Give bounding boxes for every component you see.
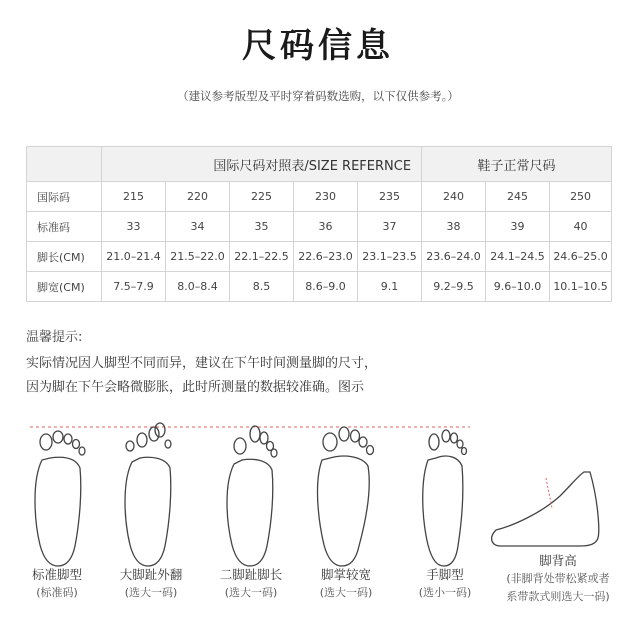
row-label: 标准码 xyxy=(27,212,102,242)
foot-caption-high-instep xyxy=(493,552,623,606)
foot-note-2: 系带款式则选大一码) xyxy=(506,590,610,603)
table-cell: 235 xyxy=(358,182,422,212)
table-cell: 23.1–23.5 xyxy=(358,242,422,272)
table-cell: 24.1–24.5 xyxy=(486,242,550,272)
table-cell: 245 xyxy=(486,182,550,212)
table-cell: 250 xyxy=(550,182,612,212)
table-row xyxy=(27,182,612,212)
table-header-side: 鞋子正常尺码 xyxy=(422,147,612,182)
table-header-main: 国际尺码对照表/SIZE REFERNCE xyxy=(102,147,422,182)
table-cell: 40 xyxy=(550,212,612,242)
table-cell: 7.5–7.9 xyxy=(102,272,166,302)
foot-note: (标准码) xyxy=(36,586,78,599)
foot-name: 手脚型 xyxy=(426,567,464,582)
row-label: 脚长(CM) xyxy=(27,242,102,272)
foot-bunion-icon xyxy=(125,423,171,566)
table-cell: 37 xyxy=(358,212,422,242)
foot-caption-narrow xyxy=(390,566,500,602)
tips-line-1: 实际情况因人脚型不同而异，建议在下午时间测量脚的尺寸， xyxy=(26,356,378,371)
table-cell: 22.6–23.0 xyxy=(294,242,358,272)
table-header-row xyxy=(27,147,612,182)
table-cell: 33 xyxy=(102,212,166,242)
page-subtitle: （建议参考版型及平时穿着码数选购，以下仅供参考。） xyxy=(177,89,459,103)
table-row xyxy=(27,212,612,242)
foot-note: (非脚背处带松紧或者 xyxy=(506,572,610,585)
table-cell: 8.0–8.4 xyxy=(166,272,230,302)
table-cell: 215 xyxy=(102,182,166,212)
foot-name: 脚掌较宽 xyxy=(320,567,371,582)
table-cell: 225 xyxy=(230,182,294,212)
table-cell: 39 xyxy=(486,212,550,242)
table-cell: 21.5–22.0 xyxy=(166,242,230,272)
table-row xyxy=(27,272,612,302)
table-cell: 23.6–24.0 xyxy=(422,242,486,272)
table-cell: 24.6–25.0 xyxy=(550,242,612,272)
table-cell: 21.0–21.4 xyxy=(102,242,166,272)
foot-name: 标准脚型 xyxy=(31,567,82,582)
page-title: 尺码信息 xyxy=(242,26,394,66)
table-cell: 36 xyxy=(294,212,358,242)
foot-caption-bunion xyxy=(96,566,206,602)
tips-line-2: 因为脚在下午会略微膨胀，此时所测量的数据较准确。图示 xyxy=(26,380,365,395)
table-cell: 9.1 xyxy=(358,272,422,302)
foot-note: (选小一码) xyxy=(418,586,472,599)
table-cell: 230 xyxy=(294,182,358,212)
foot-second-toe-icon xyxy=(227,426,277,566)
foot-high-instep-icon xyxy=(492,472,599,546)
foot-wide-icon xyxy=(318,427,374,566)
table-cell: 8.5 xyxy=(230,272,294,302)
table-row xyxy=(27,242,612,272)
foot-note: (选大一码) xyxy=(319,586,373,599)
table-cell: 22.1–22.5 xyxy=(230,242,294,272)
size-chart-table xyxy=(26,146,612,302)
table-cell: 9.2–9.5 xyxy=(422,272,486,302)
table-cell: 38 xyxy=(422,212,486,242)
foot-name: 二脚趾脚长 xyxy=(219,567,283,582)
table-cell: 35 xyxy=(230,212,294,242)
header-blank-cell xyxy=(27,147,102,182)
table-cell: 10.1–10.5 xyxy=(550,272,612,302)
foot-caption-second-toe xyxy=(196,566,306,602)
foot-caption-wide xyxy=(291,566,401,602)
table-cell: 8.6–9.0 xyxy=(294,272,358,302)
table-cell: 240 xyxy=(422,182,486,212)
foot-types-illustration xyxy=(0,420,636,640)
foot-name: 大脚趾外翻 xyxy=(119,567,183,582)
foot-standard-icon xyxy=(35,431,85,566)
row-label: 脚宽(CM) xyxy=(27,272,102,302)
tips-text xyxy=(26,352,616,400)
tips-title: 温馨提示: xyxy=(26,330,83,345)
foot-note: (选大一码) xyxy=(224,586,278,599)
foot-name: 脚背高 xyxy=(539,553,577,568)
row-label: 国际码 xyxy=(27,182,102,212)
table-cell: 220 xyxy=(166,182,230,212)
table-cell: 34 xyxy=(166,212,230,242)
table-cell: 9.6–10.0 xyxy=(486,272,550,302)
foot-note: (选大一码) xyxy=(124,586,178,599)
foot-narrow-icon xyxy=(423,430,467,566)
